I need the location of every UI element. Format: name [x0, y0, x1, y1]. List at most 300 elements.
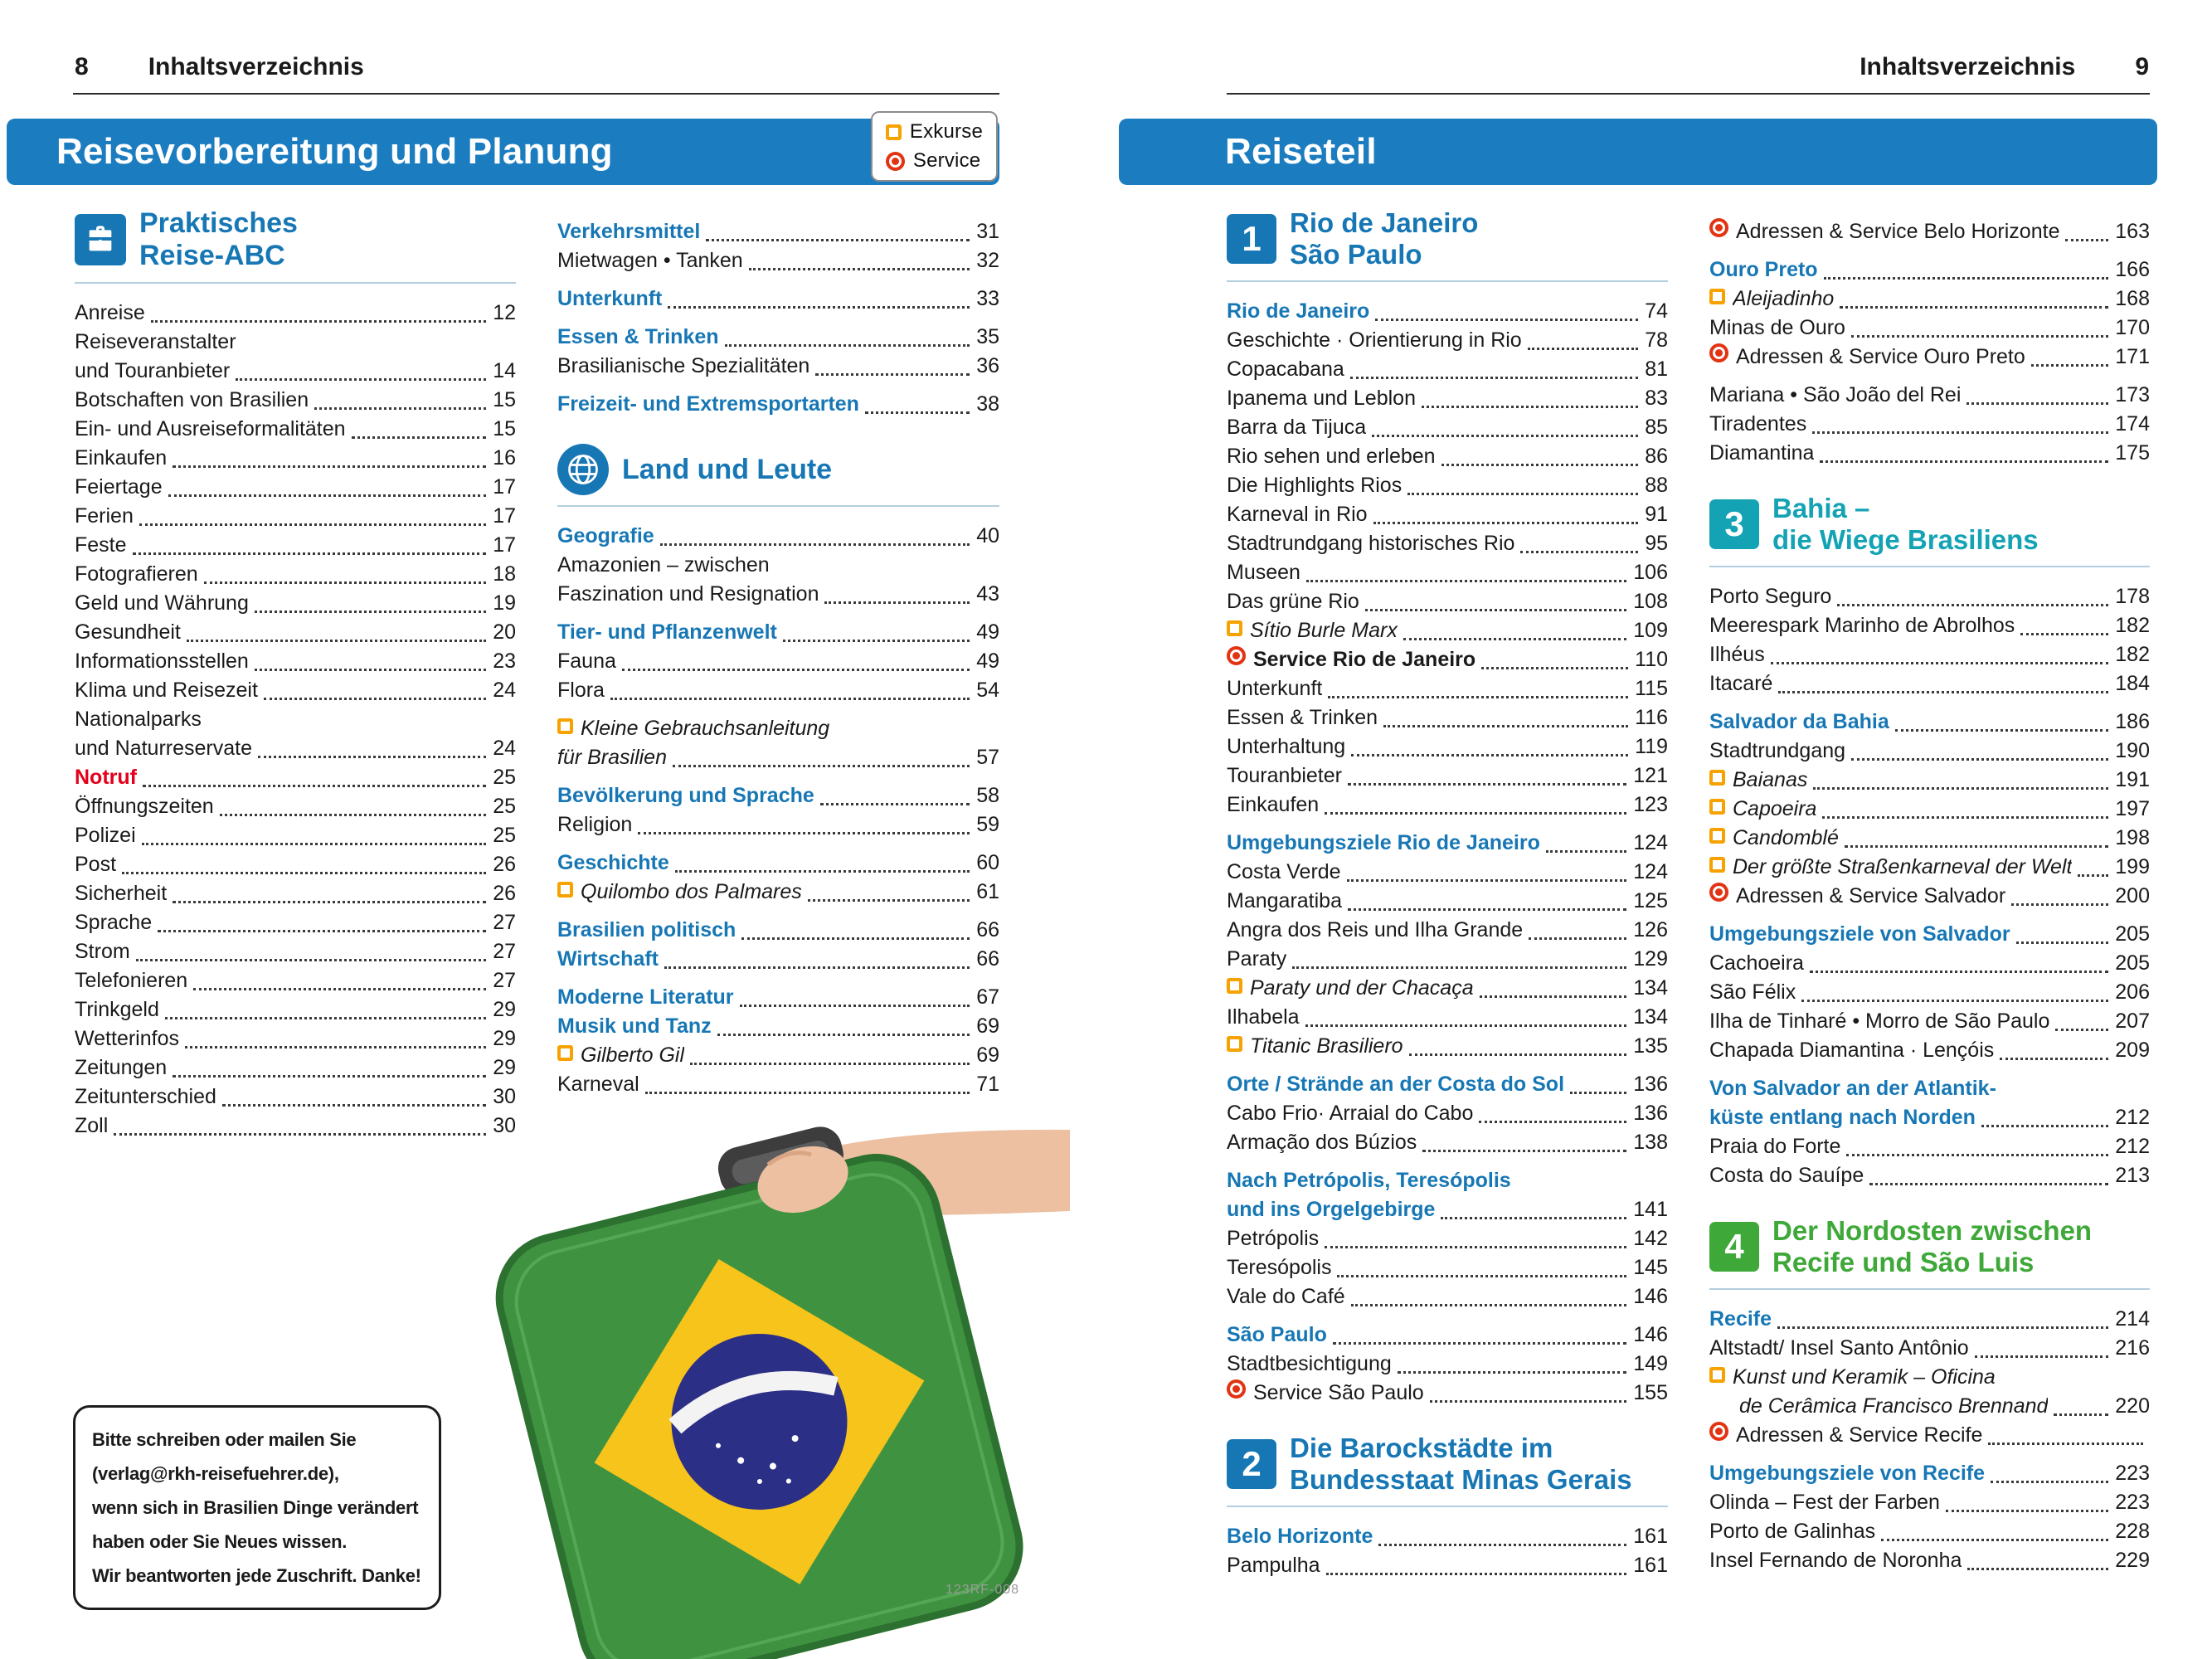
- toc-entry: [1227, 945, 1668, 974]
- entry-label: Ouro Preto: [1709, 258, 1818, 281]
- entry-label: Kunst und Keramik – Oficina: [1733, 1365, 1996, 1389]
- entry-label: Vale do Café: [1227, 1285, 1345, 1308]
- entry-page-number: 43: [976, 582, 999, 606]
- toc-entry: [557, 743, 999, 772]
- dot-leader: [668, 306, 970, 309]
- entry-page-number: 205: [2115, 951, 2150, 975]
- entry-label: Insel Fernando de Noronha: [1709, 1549, 1962, 1572]
- toc-entry: [557, 352, 999, 381]
- dot-leader: [1967, 1568, 2108, 1570]
- entry-page-number: 26: [493, 882, 516, 905]
- entry-page-number: 58: [976, 784, 999, 807]
- toc-entry: [1709, 439, 2150, 468]
- entry-page-number: 27: [493, 911, 516, 934]
- briefcase-icon: [75, 214, 126, 265]
- toc-entry: [75, 560, 516, 589]
- entry-label: Stadtbesichtigung: [1227, 1352, 1392, 1375]
- dot-leader: [824, 601, 970, 604]
- entry-label: Paraty: [1227, 947, 1287, 971]
- entry-label: Chapada Diamantina · Lençóis: [1709, 1039, 1995, 1062]
- dot-leader: [725, 344, 970, 347]
- entry-label: Olinda – Fest der Farben: [1709, 1491, 1940, 1514]
- chapter-title-line2: die Wiege Brasiliens: [1772, 524, 2039, 555]
- entry-page-number: 23: [493, 649, 516, 673]
- entry-page-number: 138: [1633, 1131, 1668, 1154]
- entry-label: Adressen & Service Ouro Preto: [1736, 345, 2025, 368]
- running-head-left: [75, 53, 364, 81]
- toc-entry: [1227, 645, 1668, 674]
- dot-leader: [1813, 787, 2108, 790]
- dot-leader: [142, 843, 487, 845]
- dot-leader: [264, 698, 486, 700]
- entry-page-number: 116: [1635, 706, 1668, 729]
- entry-page-number: 110: [1635, 648, 1668, 671]
- entry-label: Essen & Trinken: [1227, 706, 1378, 729]
- entry-label: Von Salvador an der Atlantik-: [1709, 1077, 1996, 1100]
- entry-label: Freizeit- und Extremsportarten: [557, 392, 859, 416]
- entry-label: Teresópolis: [1227, 1256, 1332, 1279]
- toc-entry: [1227, 1282, 1668, 1311]
- entry-label: Nationalparks: [75, 708, 202, 731]
- entry-page-number: 170: [2115, 316, 2150, 339]
- dot-leader: [808, 899, 970, 902]
- entry-page-number: 91: [1645, 503, 1668, 526]
- toc-entry: [1709, 1161, 2150, 1190]
- entry-label: Religion: [557, 813, 633, 836]
- toc-entry: [75, 937, 516, 966]
- dot-leader: [2031, 364, 2109, 367]
- note-line: wenn sich in Brasilien Dinge verändert: [92, 1497, 419, 1518]
- note-lines: [92, 1423, 422, 1593]
- toc-entry: [1709, 611, 2150, 640]
- entry-page-number: 200: [2115, 884, 2150, 907]
- head-rule: [73, 93, 999, 95]
- entry-label: Wetterinfos: [75, 1027, 179, 1050]
- dot-leader: [1991, 1481, 2108, 1483]
- entry-page-number: 95: [1645, 532, 1668, 555]
- toc-entry: [557, 618, 999, 647]
- dot-leader: [1333, 1342, 1626, 1345]
- dot-leader: [1375, 319, 1638, 321]
- toc-entry: [75, 328, 516, 357]
- entry-page-number: 125: [1633, 889, 1668, 912]
- running-head-title: Inhaltsverzeichnis: [1860, 53, 2076, 80]
- entry-page-number: 29: [493, 998, 516, 1021]
- entry-page-number: 69: [976, 1044, 999, 1067]
- entry-label: Einkaufen: [1227, 793, 1320, 816]
- entry-label: Mangaratiba: [1227, 889, 1342, 912]
- entry-page-number: 214: [2115, 1307, 2150, 1331]
- section-title-land-und-leute: [622, 454, 832, 486]
- dot-leader: [2078, 874, 2108, 877]
- entry-page-number: 24: [493, 679, 516, 702]
- entry-page-number: 216: [2115, 1336, 2150, 1360]
- entry-page-number: 212: [2115, 1135, 2150, 1158]
- entry-label: Sítio Burle Marx: [1250, 619, 1398, 642]
- entry-label: Geografie: [557, 524, 654, 547]
- dot-leader: [706, 239, 970, 241]
- section-header-land-und-leute: [557, 444, 999, 507]
- toc-entry: [1709, 1363, 2150, 1392]
- entry-label: de Cerâmica Francisco Brennand: [1739, 1394, 2049, 1418]
- dot-leader: [173, 1075, 486, 1078]
- toc-entry: [1709, 1334, 2150, 1363]
- dot-leader: [1398, 1371, 1627, 1374]
- entry-label: Ilhabela: [1227, 1005, 1300, 1029]
- dot-leader: [690, 1063, 970, 1065]
- toc-entry: [1709, 708, 2150, 737]
- dot-leader: [139, 523, 486, 526]
- toc-entry: [75, 763, 516, 792]
- toc-entry: [1227, 732, 1668, 761]
- entry-page-number: 212: [2115, 1106, 2150, 1129]
- toc-entry: [1709, 795, 2150, 824]
- toc-list-land: [557, 522, 999, 1099]
- entry-page-number: 17: [493, 533, 516, 557]
- toc-entry: [1709, 1488, 2150, 1517]
- toc-entry: [1227, 829, 1668, 858]
- entry-label: Sicherheit: [75, 882, 168, 905]
- entry-page-number: 108: [1633, 590, 1668, 613]
- entry-page-number: 124: [1633, 860, 1668, 883]
- toc-entry: [1227, 974, 1668, 1003]
- entry-page-number: 67: [976, 985, 999, 1009]
- right-column-1: [1227, 207, 1668, 1580]
- entry-label: Telefonieren: [75, 969, 188, 992]
- entry-label: Quilombo dos Palmares: [581, 880, 802, 903]
- running-head-title: Inhaltsverzeichnis: [148, 53, 364, 80]
- entry-label: Baianas: [1733, 768, 1808, 791]
- dot-leader: [1528, 348, 1638, 350]
- entry-label: Umgebungsziele von Recife: [1709, 1462, 1986, 1485]
- entry-page-number: 223: [2115, 1491, 2150, 1514]
- entry-label: Unterhaltung: [1227, 735, 1346, 758]
- toc-entry: [1709, 1103, 2150, 1132]
- entry-label: Informationsstellen: [75, 649, 249, 673]
- entry-page-number: 30: [493, 1114, 516, 1137]
- toc-entry: [1709, 882, 2150, 911]
- entry-page-number: 191: [2115, 768, 2150, 791]
- dot-leader: [1881, 1539, 2108, 1541]
- dot-leader: [1824, 277, 2109, 280]
- entry-label: küste entlang nach Norden: [1709, 1106, 1976, 1129]
- entry-label: Porto Seguro: [1709, 585, 1832, 608]
- entry-page-number: 119: [1635, 735, 1668, 758]
- toc-entry: [1709, 949, 2150, 978]
- entry-page-number: 229: [2115, 1549, 2150, 1572]
- entry-page-number: 123: [1633, 793, 1668, 816]
- dot-leader: [236, 378, 486, 381]
- entry-label: Verkehrsmittel: [557, 220, 701, 243]
- toc-entry: [557, 647, 999, 676]
- entry-page-number: 29: [493, 1056, 516, 1079]
- dot-leader: [1422, 406, 1638, 408]
- dot-leader: [1778, 691, 2108, 693]
- entry-page-number: 223: [2115, 1462, 2150, 1485]
- toc-entry: [557, 246, 999, 275]
- left-column-2: [557, 207, 999, 1099]
- chapter-header-1: [1227, 207, 1668, 282]
- entry-label: Das grüne Rio: [1227, 590, 1359, 613]
- entry-label: Tier- und Pflanzenwelt: [557, 620, 777, 644]
- entry-page-number: 49: [976, 620, 999, 644]
- dot-leader: [717, 1034, 970, 1036]
- excursus-icon: [886, 124, 902, 140]
- toc-entry: [1227, 703, 1668, 732]
- dot-leader: [314, 407, 486, 410]
- entry-label: Moderne Literatur: [557, 985, 734, 1009]
- dot-leader: [1481, 667, 1628, 669]
- entry-label: Adressen & Service Salvador: [1736, 884, 2006, 907]
- chapter-title: [1290, 1433, 1632, 1496]
- toc-entry: [75, 1112, 516, 1141]
- entry-label: Costa do Sauípe: [1709, 1164, 1864, 1187]
- entry-label: Brasilianische Spezialitäten: [557, 354, 810, 377]
- service-icon: [1709, 218, 1728, 237]
- toc-entry: [557, 522, 999, 551]
- dot-leader: [741, 937, 970, 940]
- entry-page-number: 206: [2115, 980, 2150, 1004]
- toc-entry: [1709, 737, 2150, 766]
- toc-entry: [1709, 766, 2150, 795]
- entry-label: Umgebungsziele Rio de Janeiro: [1227, 831, 1540, 854]
- toc-entry: [557, 916, 999, 945]
- entry-page-number: 115: [1635, 677, 1668, 700]
- toc-entry: [75, 299, 516, 328]
- section-title-line1: Land und Leute: [622, 453, 833, 485]
- entry-page-number: 85: [1645, 416, 1668, 439]
- dot-leader: [1347, 879, 1627, 882]
- toc-entry: [557, 390, 999, 419]
- chapter-header-2: [1227, 1433, 1668, 1507]
- dot-leader: [173, 465, 486, 468]
- entry-label: Angra dos Reis und Ilha Grande: [1227, 918, 1524, 941]
- entry-page-number: 66: [976, 918, 999, 941]
- chapter-title-line1: Die Barockstädte im: [1290, 1433, 1553, 1463]
- dot-leader: [1328, 696, 1628, 698]
- entry-label: Copacabana: [1227, 358, 1344, 381]
- entry-label: Capoeira: [1733, 797, 1817, 820]
- entry-page-number: 168: [2115, 287, 2150, 310]
- dot-leader: [664, 966, 970, 969]
- entry-label: Recife: [1709, 1307, 1772, 1331]
- entry-label: Costa Verde: [1227, 860, 1341, 883]
- dot-leader: [255, 611, 486, 613]
- toc-entry: [75, 502, 516, 531]
- dot-leader: [133, 552, 487, 555]
- entry-label: Faszination und Resignation: [557, 582, 819, 606]
- toc-entry: [1227, 326, 1668, 355]
- entry-label: Geld und Währung: [75, 591, 249, 615]
- entry-label: Cachoeira: [1709, 951, 1804, 975]
- dot-leader: [2000, 1058, 2108, 1060]
- toc-entry: [1227, 1224, 1668, 1253]
- entry-page-number: 141: [1633, 1198, 1668, 1221]
- entry-page-number: 184: [2115, 672, 2150, 695]
- entry-label: Diamantina: [1709, 441, 1815, 465]
- entry-label: Ilha de Tinharé • Morro de São Paulo: [1709, 1010, 2050, 1033]
- entry-page-number: 18: [493, 562, 516, 586]
- toc-entry: [1227, 384, 1668, 413]
- entry-page-number: 33: [976, 287, 999, 310]
- entry-label: Nach Petrópolis, Teresópolis: [1227, 1169, 1511, 1192]
- dot-leader: [660, 543, 970, 546]
- chapter-title: [1290, 207, 1478, 270]
- dot-leader: [740, 1005, 970, 1007]
- service-icon: [1709, 1422, 1728, 1441]
- entry-label: Sprache: [75, 911, 153, 934]
- toc-entry: [557, 580, 999, 609]
- toc-list-nordosten: [1709, 1305, 2150, 1575]
- dot-leader: [865, 411, 970, 414]
- dot-leader: [2055, 1029, 2108, 1031]
- entry-label: Altstadt/ Insel Santo Antônio: [1709, 1336, 1969, 1360]
- entry-label: Petrópolis: [1227, 1227, 1320, 1250]
- entry-label: Ferien: [75, 504, 134, 528]
- toc-entry: [1227, 471, 1668, 500]
- dot-leader: [820, 803, 970, 805]
- entry-page-number: 129: [1633, 947, 1668, 971]
- toc-entry: [75, 589, 516, 618]
- banner-reiseteil: [1119, 119, 2157, 185]
- entry-page-number: 197: [2115, 797, 2150, 820]
- entry-label: für Brasilien: [557, 746, 667, 769]
- entry-label: Rio sehen und erleben: [1227, 445, 1436, 468]
- toc-entry: [557, 714, 999, 743]
- entry-label: Feiertage: [75, 475, 163, 499]
- banner-planning: [7, 119, 999, 185]
- toc-entry: [75, 734, 516, 763]
- toc-entry: [1709, 1421, 2150, 1450]
- service-icon: [886, 152, 905, 171]
- entry-label: Karneval in Rio: [1227, 503, 1368, 526]
- toc-entry: [1709, 1459, 2150, 1488]
- dot-leader: [1529, 937, 1626, 940]
- entry-page-number: 213: [2115, 1164, 2150, 1187]
- entry-page-number: 209: [2115, 1039, 2150, 1062]
- entry-label: Strom: [75, 940, 130, 963]
- entry-label: Museen: [1227, 561, 1300, 584]
- toc-entry: [557, 781, 999, 810]
- entry-page-number: 171: [2115, 345, 2150, 368]
- entry-page-number: 220: [2115, 1394, 2150, 1418]
- dot-leader: [1822, 816, 2108, 819]
- dot-leader: [165, 1017, 486, 1019]
- entry-page-number: 69: [976, 1014, 999, 1038]
- dot-leader: [1305, 1024, 1627, 1027]
- dot-leader: [1988, 1443, 2143, 1445]
- entry-page-number: 190: [2115, 739, 2150, 762]
- chapter-number-badge: 2: [1227, 1439, 1276, 1489]
- dot-leader: [1570, 1092, 1626, 1094]
- entry-label: Adressen & Service Recife: [1736, 1423, 1983, 1447]
- entry-label: Karneval: [557, 1073, 639, 1096]
- head-rule: [1227, 93, 2150, 95]
- entry-label: Praia do Forte: [1709, 1135, 1841, 1158]
- dot-leader: [1351, 754, 1628, 757]
- excursus-icon: [1709, 770, 1725, 786]
- dot-leader: [1975, 1355, 2109, 1358]
- entry-label: Kleine Gebrauchsanleitung: [581, 717, 830, 740]
- entry-page-number: 36: [976, 354, 999, 377]
- toc-list-transport: [557, 217, 999, 419]
- entry-label: Mietwagen • Tanken: [557, 249, 743, 272]
- dot-leader: [1801, 1000, 2108, 1002]
- service-icon: [1227, 646, 1246, 665]
- dot-leader: [1348, 908, 1626, 911]
- section-title-reise-abc: [139, 207, 298, 272]
- globe-icon: [557, 444, 609, 495]
- entry-label: Polizei: [75, 824, 136, 847]
- banner-title: Reiseteil: [1225, 131, 1377, 172]
- toc-entry: [75, 1082, 516, 1112]
- excursus-icon: [1709, 799, 1725, 815]
- toc-entry: [1227, 1321, 1668, 1350]
- dot-leader: [1810, 971, 2108, 973]
- entry-page-number: 35: [976, 325, 999, 348]
- toc-entry: [1709, 314, 2150, 343]
- entry-page-number: 146: [1633, 1323, 1668, 1346]
- toc-entry: [1709, 255, 2150, 285]
- entry-page-number: 32: [976, 249, 999, 272]
- entry-page-number: 83: [1645, 387, 1668, 410]
- dot-leader: [1895, 729, 2109, 732]
- image-credit: 123RF-008: [946, 1583, 1020, 1597]
- toc-entry: [1227, 1099, 1668, 1128]
- entry-page-number: 199: [2115, 855, 2150, 878]
- entry-label: Minas de Ouro: [1709, 316, 1845, 339]
- excursus-icon: [1709, 828, 1725, 844]
- entry-page-number: 142: [1633, 1227, 1668, 1250]
- toc-entry: [75, 1053, 516, 1082]
- toc-entry: [75, 647, 516, 676]
- entry-page-number: 12: [493, 301, 516, 324]
- toc-entry: [1227, 1195, 1668, 1224]
- dot-leader: [1430, 1400, 1627, 1403]
- excursus-icon: [1227, 1036, 1242, 1052]
- toc-entry: [1227, 616, 1668, 645]
- toc-entry: [1709, 669, 2150, 698]
- dot-leader: [1325, 1246, 1626, 1248]
- entry-page-number: 27: [493, 940, 516, 963]
- entry-label: Klima und Reisezeit: [75, 679, 258, 702]
- entry-label: Anreise: [75, 301, 145, 324]
- entry-label: Paraty und der Chacaça: [1250, 976, 1474, 1000]
- entry-page-number: 14: [493, 359, 516, 382]
- entry-page-number: 109: [1633, 619, 1668, 642]
- toc-list-minas-gerais: [1227, 1522, 1668, 1580]
- excursus-icon: [557, 718, 573, 734]
- service-icon: [1709, 343, 1728, 362]
- entry-label: Flora: [557, 679, 605, 702]
- excursus-icon: [557, 882, 573, 898]
- legend-box: [871, 111, 998, 182]
- toc-entry: [557, 323, 999, 352]
- entry-page-number: 31: [976, 220, 999, 243]
- entry-label: Post: [75, 853, 117, 876]
- entry-page-number: 81: [1645, 358, 1668, 381]
- entry-page-number: 54: [976, 679, 999, 702]
- suitcase-photo: [464, 1088, 1070, 1659]
- entry-label: Rio de Janeiro: [1227, 299, 1370, 323]
- dot-leader: [1441, 1217, 1626, 1219]
- entry-label: Aleijadinho: [1733, 287, 1835, 310]
- toc-entry: [1709, 1305, 2150, 1334]
- dot-leader: [1365, 609, 1626, 611]
- legend-service-label: Service: [912, 149, 981, 172]
- section-header-reise-abc: [75, 207, 516, 284]
- entry-label: Geschichte: [557, 851, 669, 874]
